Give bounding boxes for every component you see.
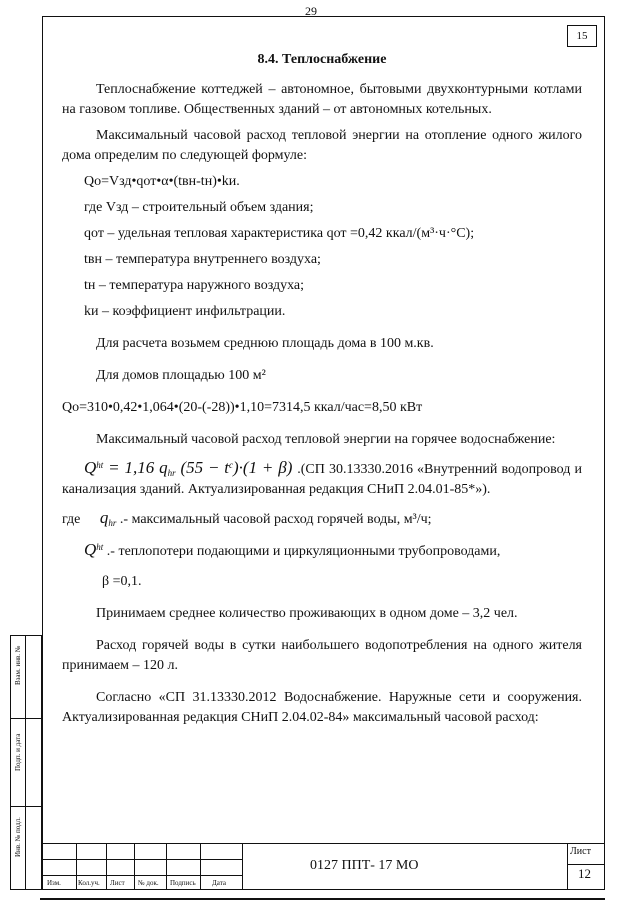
section-title: 8.4. Теплоснабжение	[257, 52, 387, 67]
formula-reference: .(СП 30.13330.2016 «Внутренний водопровод и канализация зданий. Актуализированная редакция СНиП 2.04.01-85*»).	[62, 462, 582, 497]
col-sign: Подпись	[170, 879, 196, 887]
definition-q: qот – удельная тепловая характеристика qот =0,42 ккал/(м³·ч·°С);	[84, 226, 475, 241]
formula-q-symbol: Q	[84, 458, 97, 477]
document-body	[62, 50, 582, 728]
document-number: 0127 ППТ- 17 МО	[310, 858, 419, 873]
sheet-number-box: 15	[567, 25, 597, 47]
tb-row-1	[42, 859, 242, 860]
tb-col-2	[106, 844, 107, 890]
definition-beta: β =0,1.	[102, 574, 142, 589]
hot-water-formula: $Q^{ht} = 1,16$ $q_{hr}$ $(55 - t^c)\cdot(1 + \beta)$ .(СП 30.13330.2016 «Внутренний водопровод и канализация зданий. Актуализированная редакция СНиП 2.04.01-85*»).	[62, 458, 582, 497]
col-kol: Кол.уч.	[78, 879, 100, 887]
formula-rest: (55 − t	[175, 458, 229, 477]
where-label: где	[62, 512, 81, 527]
paragraph-5: Максимальный часовой расход тепловой энергии на горячее водоснабжение:	[96, 432, 556, 447]
definition-Qht-row: $Q^{ht}$ .- теплопотери подающими и циркуляционными трубопроводами,	[84, 540, 501, 559]
strip-label-2: Подп. и дата	[14, 733, 22, 771]
sheet-label: Лист	[570, 846, 591, 857]
col-date: Дата	[212, 879, 226, 887]
tb-col-3	[134, 844, 135, 890]
strip-label-3: Инв. № подл.	[14, 817, 22, 857]
col-izm: Изм.	[47, 879, 61, 887]
definition-tv: tвн – температура внутреннего воздуха;	[84, 252, 321, 267]
tb-sheet-sep	[567, 864, 605, 865]
paragraph-4: Для домов площадью 100 м²	[96, 368, 266, 383]
tb-col-7	[567, 844, 568, 890]
definition-qhr: .- максимальный часовой расход горячей воды, м³/ч;	[119, 512, 432, 527]
definition-v: где Vзд – строительный объем здания;	[84, 200, 314, 215]
formula-end: )·(1 + β)	[233, 458, 293, 477]
paragraph-3: Для расчета возьмем среднюю площадь дома в 100 м.кв.	[96, 336, 434, 351]
paragraph-2: Максимальный часовой расход тепловой энергии на отопление одного жилого дома определим по следующей формуле:	[62, 128, 582, 163]
strip-divider	[25, 636, 26, 889]
col-list: Лист	[110, 879, 125, 887]
paragraph-6: Принимаем среднее количество проживающих в одном доме – 3,2 чел.	[96, 606, 518, 621]
definition-qhr-row: где $q_{hr}$ .- максимальный часовой расход горячей воды, м³/ч;	[62, 508, 432, 528]
bottom-rule	[40, 898, 605, 900]
sheet-number: 12	[578, 866, 591, 881]
tb-col-6	[242, 844, 243, 890]
definition-tn: tн – температура наружного воздуха;	[84, 278, 305, 293]
strip-sep-2	[11, 806, 41, 807]
calculation: Qо=310•0,42•1,064•(20-(-28))•1,10=7314,5 ккал/час=8,50 кВт	[62, 400, 423, 415]
tb-col-4	[166, 844, 167, 890]
strip-label-1: Взам. инв. №	[14, 645, 22, 685]
top-page-number: 29	[305, 4, 317, 18]
formula-main: Qо=Vзд•qот•α•(tвн-tн)•kи.	[84, 174, 240, 189]
strip-sep-1	[11, 718, 41, 719]
tb-row-2	[42, 875, 242, 876]
formula-body: = 1,16 q	[103, 458, 168, 477]
tb-col-5	[200, 844, 201, 890]
definition-k: kи – коэффициент инфильтрации.	[84, 304, 286, 319]
side-strip	[10, 635, 42, 890]
tb-col-1	[76, 844, 77, 890]
paragraph-8: Согласно «СП 31.13330.2012 Водоснабжение. Наружные сети и сооружения. Актуализированная редакция СНиП 2.04.02-84» максимальный часовой расход:	[62, 690, 582, 725]
paragraph-7: Расход горячей воды в сутки наибольшего водопотребления на одного жителя принимаем – 120 л.	[62, 638, 582, 673]
col-doc: № док.	[138, 879, 159, 887]
definition-Qht: .- теплопотери подающими и циркуляционными трубопроводами,	[106, 544, 501, 559]
paragraph-1: Теплоснабжение коттеджей – автономное, бытовыми двухконтурными котлами на газовом топливе. Общественных зданий – от автономных котельных.	[62, 82, 582, 117]
